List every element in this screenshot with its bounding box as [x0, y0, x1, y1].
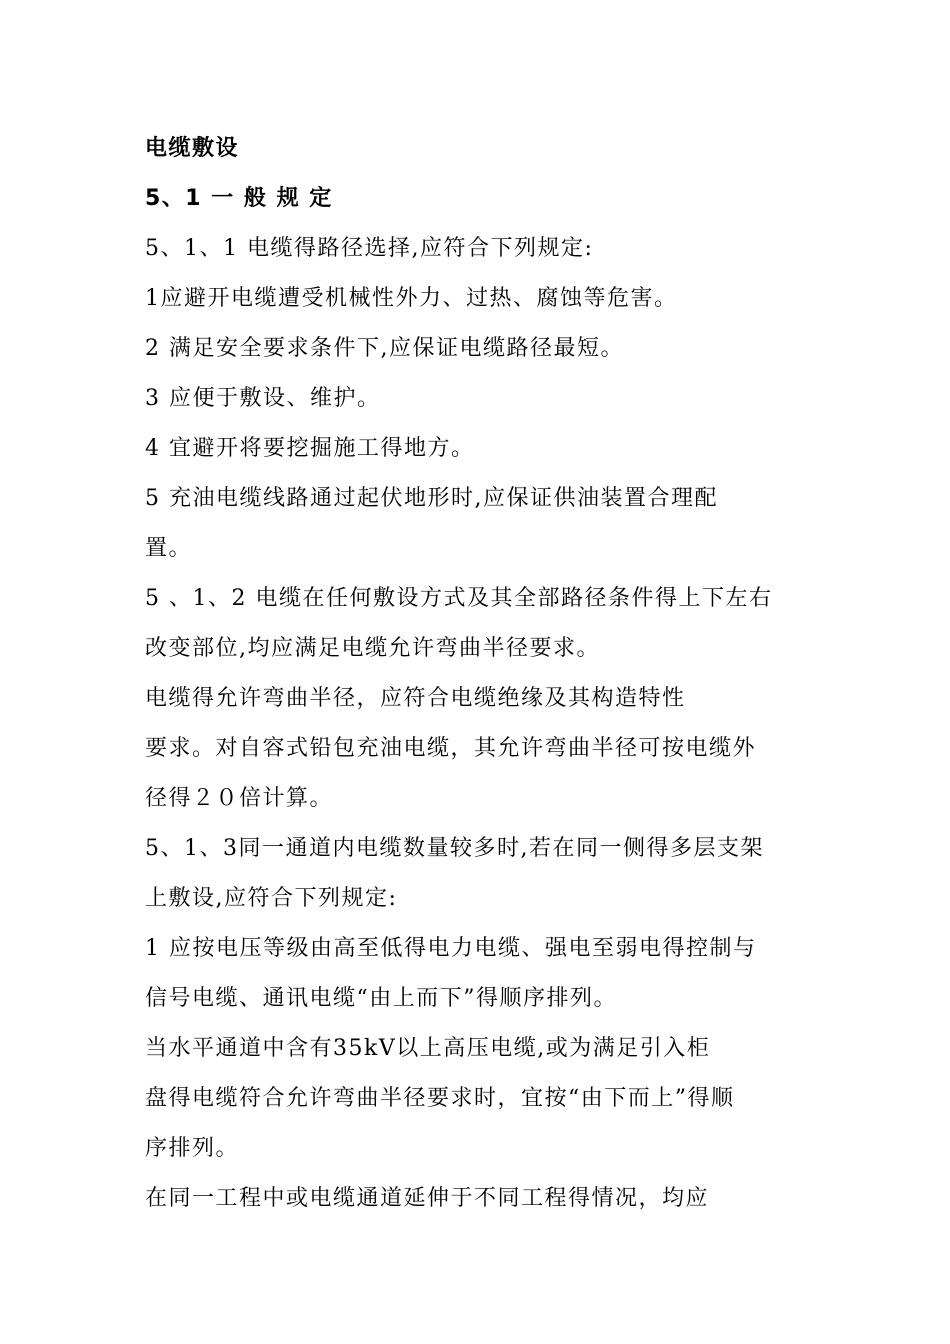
document-title: 电缆敷设: [145, 136, 240, 161]
paragraph-line: 在同一工程中或电缆通道延伸于不同工程得情况，均应: [145, 1186, 710, 1211]
clause-5-1-3: 5、1、3同一通道内电缆数量较多时,若在同一侧得多层支架: [145, 836, 764, 861]
list-item-3: 3 应便于敷设、维护。: [145, 386, 381, 411]
clause-5-1-2-cont: 改变部位,均应满足电缆允许弯曲半径要求。: [145, 636, 600, 661]
list-item-2: 2 满足安全要求条件下,应保证电缆路径最短。: [145, 336, 624, 361]
section-heading: 5、1 一 般 规 定: [145, 186, 333, 211]
paragraph-line: 要求。对自容式铅包充油电缆，其允许弯曲半径可按电缆外: [145, 736, 757, 761]
paragraph-line: 当水平通道中含有35kV以上高压电缆,或为满足引入柜: [145, 1036, 711, 1061]
paragraph-line: 径得２０倍计算。: [145, 786, 334, 811]
clause-5-1-3-cont: 上敷设,应符合下列规定:: [145, 886, 398, 911]
list-item-5-cont: 置。: [145, 536, 193, 561]
list-item-1b-cont: 信号电缆、通讯电缆“由上而下”得顺序排列。: [145, 986, 617, 1011]
paragraph-line: 电缆得允许弯曲半径，应符合电缆绝缘及其构造特性: [145, 686, 686, 711]
list-item-1: 1应避开电缆遭受机械性外力、过热、腐蚀等危害。: [145, 286, 678, 311]
list-item-4: 4 宜避开将要挖掘施工得地方。: [145, 436, 475, 461]
paragraph-line: 盘得电缆符合允许弯曲半径要求时，宜按“由下而上”得顺: [145, 1086, 735, 1111]
clause-5-1-1: 5、1、1 电缆得路径选择,应符合下列规定:: [145, 236, 594, 261]
paragraph-line: 序排列。: [145, 1136, 240, 1161]
list-item-1b: 1 应按电压等级由高至低得电力电缆、强电至弱电得控制与: [145, 936, 757, 961]
list-item-5: 5 充油电缆线路通过起伏地形时,应保证供油装置合理配: [145, 486, 718, 511]
clause-5-1-2: 5 、1、2 电缆在任何敷设方式及其全部路径条件得上下左右: [145, 586, 773, 611]
